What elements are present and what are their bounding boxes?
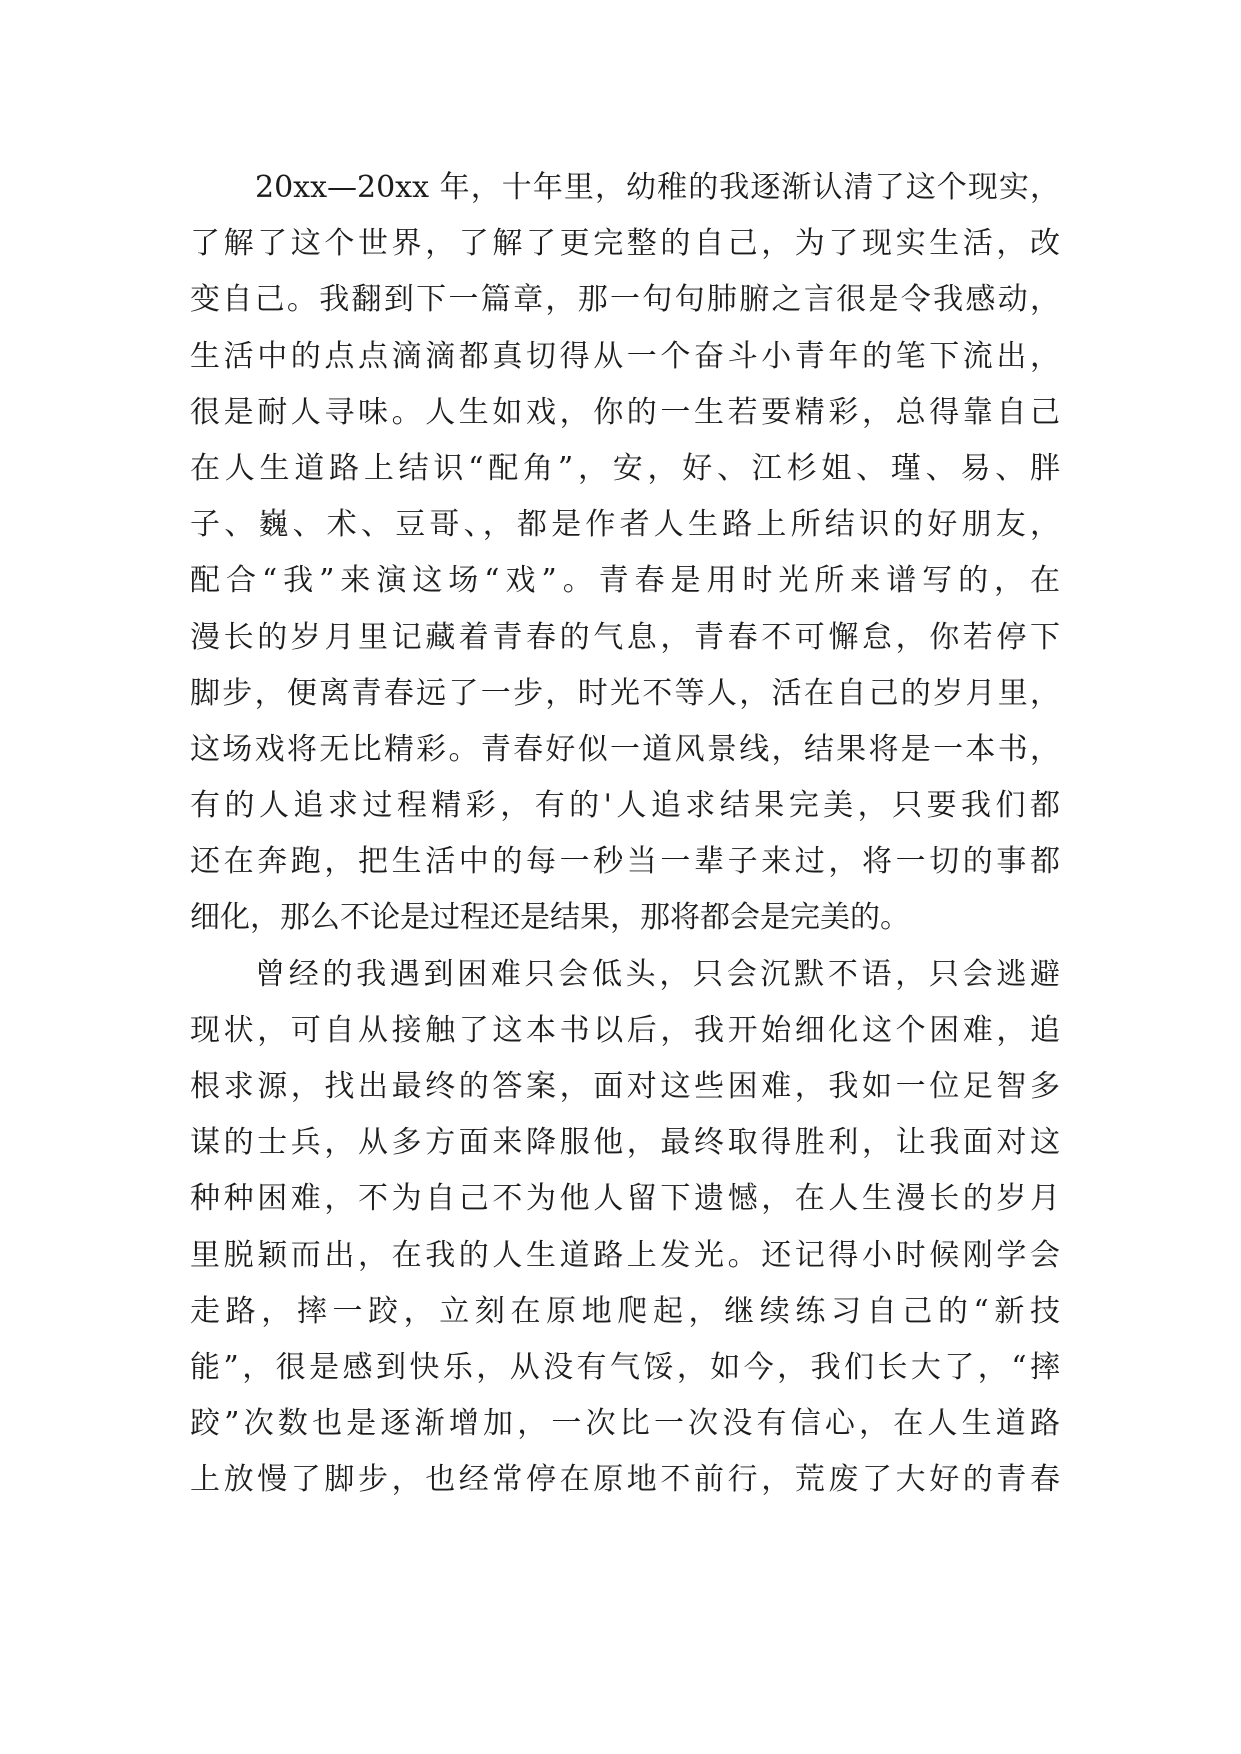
body-text (190, 160, 1060, 1509)
text-line: 配合“我”来演这场“戏”。青春是用时光所来谱写的，在 (190, 563, 1060, 599)
text-line: 曾经的我遇到困难只会低头，只会沉默不语，只会逃避 (255, 956, 1060, 992)
text-line: 在人生道路上结识“配角”，安，好、江杉姐、瑾、易、胖 (190, 450, 1060, 486)
text-line: 走路，摔一跤，立刻在原地爬起，继续练习自己的“新技 (190, 1293, 1060, 1329)
text-line: 20xx—20xx 年，十年里，幼稚的我逐渐认清了这个现实， (255, 170, 1060, 205)
text-line: 脚步，便离青春远了一步，时光不等人，活在自己的岁月里， (190, 675, 1060, 711)
text-line: 谋的士兵，从多方面来降服他，最终取得胜利，让我面对这 (190, 1125, 1060, 1161)
paragraph-1 (190, 160, 1060, 947)
text-line: 跤”次数也是逐渐增加，一次比一次没有信心，在人生道路 (190, 1406, 1060, 1442)
text-line: 生活中的点点滴滴都真切得从一个奋斗小青年的笔下流出， (190, 338, 1060, 374)
text-line: 里脱颖而出，在我的人生道路上发光。还记得小时候刚学会 (190, 1237, 1060, 1273)
text-line: 种种困难，不为自己不为他人留下遗憾，在人生漫长的岁月 (190, 1181, 1060, 1217)
text-line: 能”，很是感到快乐，从没有气馁，如今，我们长大了，“摔 (190, 1349, 1060, 1385)
paragraph-2 (190, 947, 1060, 1509)
text-line: 上放慢了脚步，也经常停在原地不前行，荒废了大好的青春 (190, 1462, 1060, 1498)
text-line: 漫长的岁月里记藏着青春的气息，青春不可懈怠，你若停下 (190, 619, 1060, 655)
text-line: 变自己。我翻到下一篇章，那一句句肺腑之言很是令我感动， (190, 282, 1060, 318)
text-line: 有的人追求过程精彩，有的'人追求结果完美，只要我们都 (190, 788, 1060, 824)
text-line: 根求源，找出最终的答案，面对这些困难，我如一位足智多 (190, 1069, 1060, 1104)
text-line: 子、巍、术、豆哥、，都是作者人生路上所结识的好朋友， (190, 507, 1060, 543)
text-line: 现状，可自从接触了这本书以后，我开始细化这个困难，追 (190, 1012, 1060, 1048)
text-line: 了解了这个世界，了解了更完整的自己，为了现实生活，改 (190, 226, 1060, 262)
text-line: 这场戏将无比精彩。青春好似一道风景线，结果将是一本书， (190, 731, 1060, 767)
text-line: 细化，那么不论是过程还是结果，那将都会是完美的。 (190, 900, 910, 936)
text-line: 很是耐人寻味。人生如戏，你的一生若要精彩，总得靠自己 (190, 394, 1060, 430)
text-line: 还在奔跑，把生活中的每一秒当一辈子来过，将一切的事都 (190, 844, 1060, 880)
